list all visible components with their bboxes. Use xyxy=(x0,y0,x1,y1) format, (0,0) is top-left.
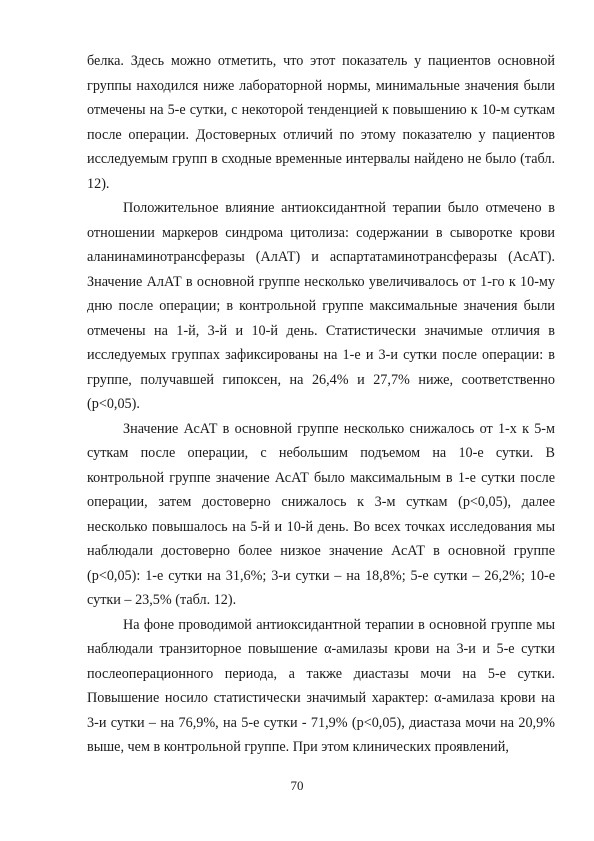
page-number: 70 xyxy=(290,778,304,793)
paragraph-amylase: На фоне проводимой антиоксидантной терапии в основной группе мы наблюдали транзиторное повышение α-амилазы крови на 3-и и 5-е сутки послеоперационного периода, а также диастазы мочи на 5-е сутки. Повышение носило статистически значимый характер: α-амилаза крови на 3-и сутки – на 76,9%, на 5-е сутки - 71,9% (р<0,05), диастаза мочи на 20,9% выше, чем в контрольной группе. При этом клинических проявлений, xyxy=(87,616,555,755)
paragraph-cytolysis: Положительное влияние антиоксидантной терапии было отмечено в отношении маркеров синдрома цитолиза: содержании в сыворотке крови аланинаминотрансферазы (АлАТ) и аспартатаминотрансферазы (АсАТ). Значение АлАТ в основной группе несколько увеличивалось от 1-го к 10-му дню после операции; в контрольной группе максимальные значения были отмечены на 1-й, 3-й и 10-й день. Статистически значимые отличия в исследуемых группах зафиксированы на 1-е и 3-и сутки после операции: в группе, получавшей гипоксен, на 26,4% и 27,7% ниже, соответственно (р<0,05). xyxy=(87,200,555,412)
paragraph-asat: Значение АсАТ в основной группе несколько снижалось от 1-х к 5-м суткам после операции, с небольшим подъемом на 10-е сутки. В контрольной группе значение АсАТ было максимальным в 1-е сутки после операции, затем достоверно снижалось к 3-м суткам (р<0,05), далее несколько повышалось на 5-й и 10-й день. Во всех точках исследования мы наблюдали достоверно более низкое значение АсАТ в основной группе (р<0,05): 1-е сутки на 31,6%; 3-и сутки – на 18,8%; 5-е сутки – 26,2%; 10-е сутки – 23,5% (табл. 12). xyxy=(87,420,555,608)
page-body xyxy=(87,49,555,760)
paragraph-continuation: белка. Здесь можно отметить, что этот показатель у пациентов основной группы находился ниже лабораторной нормы, минимальные значения были отмечены на 5-е сутки, с некоторой тенденцией к повышению к 10-м суткам после операции. Достоверных отличий по этому показателю у пациентов исследуемым групп в сходные временные интервалы найдено не было (табл. 12). xyxy=(87,53,555,192)
